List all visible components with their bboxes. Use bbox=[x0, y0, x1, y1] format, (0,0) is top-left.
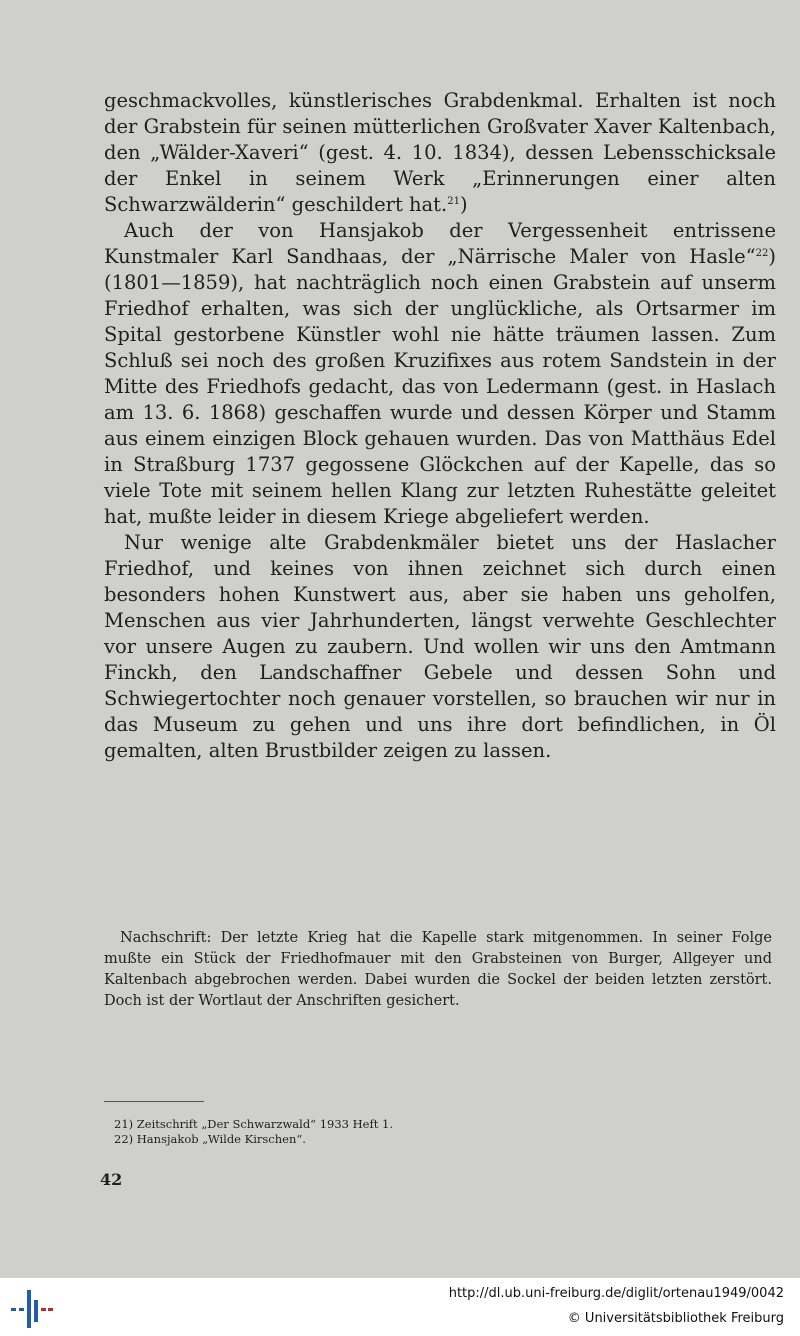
paragraph-1: geschmackvolles, künstlerisches Grabdenkmal. Erhalten ist noch der Grabstein für seinen mütterlichen Großvater Xaver Kaltenbach, den „Wälder-Xaveri“ (gest. 4. 10. 1834), dessen Lebensschicksale der Enkel in seinem Werk „Erinnerungen einer alten Schwarzwälderin“ geschildert hat.$^{21}$) bbox=[104, 89, 776, 216]
source-url-link[interactable]: http://dl.ub.uni-freiburg.de/diglit/ortenau1949/0042 bbox=[448, 1286, 784, 1301]
university-library-logo-icon bbox=[10, 1286, 54, 1330]
footnotes bbox=[114, 1117, 614, 1147]
footnote-ref-21: 21 bbox=[447, 196, 460, 207]
body-text bbox=[104, 88, 776, 764]
paragraph-3: Nur wenige alte Grabdenkmäler bietet uns der Haslacher Friedhof, und keines von ihnen zeichnet sich durch einen besonders hohen Kunstwert aus, aber sie haben uns geholfen, Menschen aus vier Jahrhunderten, längst verwehte Geschlechter vor unsere Augen zu zaubern. Und wollen wir uns den Amtmann Finckh, den Landschaffner Gebele und dessen Sohn und Schwiegertochter noch genauer vorstellen, so brauchen wir nur in das Museum zu gehen und uns ihre dort befindlichen, in Öl gemalten, alten Brustbilder zeigen zu lassen. bbox=[104, 531, 776, 762]
paragraph-2: Auch der von Hansjakob der Vergessenheit entrissene Kunstmaler Karl Sandhaas, der „Närrische Maler von Hasle“$^{22}$) (1801—1859), hat nachträglich noch einen Grabstein auf unserm Friedhof erhalten, was sich der unglückliche, als Ortsarmer im Spital gestorbene Künstler wohl nie hätte träumen lassen. Zum Schluß sei noch des großen Kruzifixes aus rotem Sandstein in der Mitte des Friedhofs gedacht, das von Ledermann (gest. in Haslach am 13. 6. 1868) geschaffen wurde und dessen Körper und Stamm aus einem einzigen Block gehauen wurden. Das von Matthäus Edel in Straßburg 1737 gegossene Glöckchen auf der Kapelle, das so viele Tote mit seinem hellen Klang zur letzten Ruhestätte geleitet hat, mußte leider in diesem Kriege abgeliefert werden. bbox=[104, 219, 776, 528]
postscript-text: Nachschrift: Der letzte Krieg hat die Kapelle stark mitgenommen. In seiner Folge mußte ein Stück der Friedhofmauer mit den Grabsteinen von Burger, Allgeyer und Kaltenbach abgebrochen werden. Dabei wurden die Sockel der beiden letzten zerstört. Doch ist der Wortlaut der Anschriften gesichert. bbox=[104, 930, 772, 1009]
postscript bbox=[104, 928, 772, 1012]
page-number: 42 bbox=[100, 1170, 123, 1189]
footnote-22: 22) Hansjakob „Wilde Kirschen“. bbox=[114, 1132, 306, 1146]
footnote-ref-22: 22 bbox=[755, 248, 769, 259]
viewer-footer bbox=[0, 1278, 800, 1336]
footnote-21: 21) Zeitschrift „Der Schwarzwald“ 1933 Heft 1. bbox=[114, 1117, 393, 1131]
footnote-divider bbox=[104, 1101, 204, 1102]
copyright-notice: © Universitätsbibliothek Freiburg bbox=[567, 1311, 784, 1326]
